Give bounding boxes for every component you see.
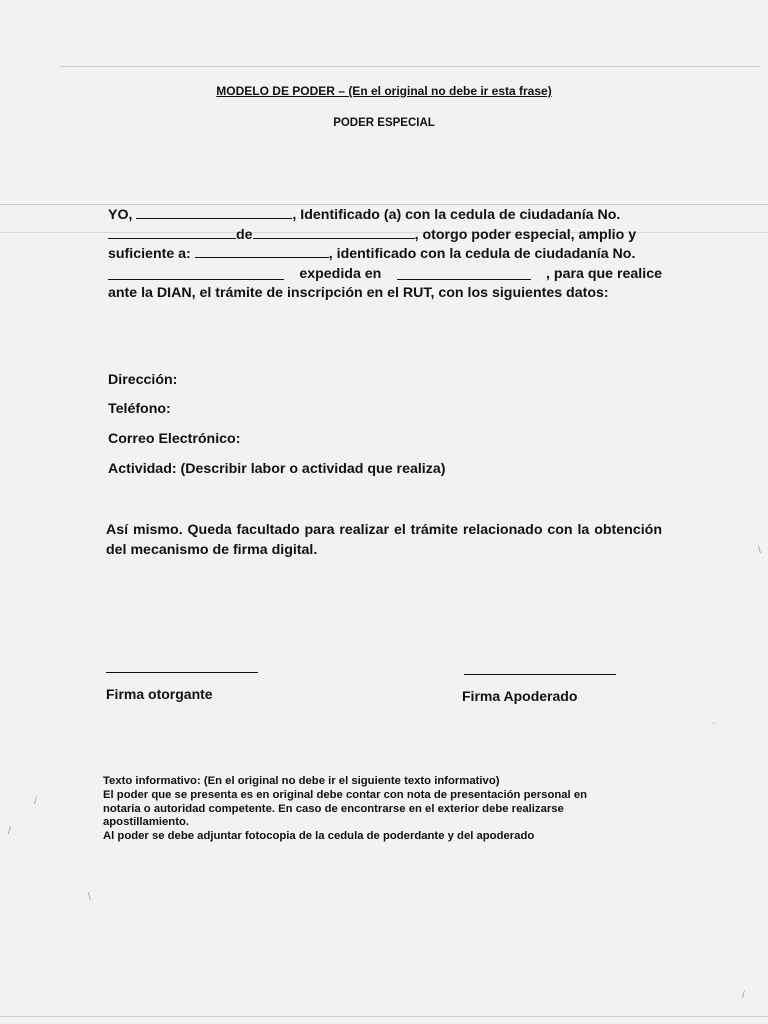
blank-field xyxy=(136,206,292,219)
direccion-label: Dirección: xyxy=(108,372,178,388)
power-of-attorney-paragraph xyxy=(108,206,662,304)
informative-text xyxy=(103,775,663,844)
body-line-2: de , otorgo poder especial, amplio y xyxy=(108,226,662,246)
scan-speck: · xyxy=(712,718,716,729)
scan-speck: \ xyxy=(758,545,761,556)
body-line-1: YO, , Identificado (a) con la cedula de ciudadanía No. xyxy=(108,207,621,223)
blank-field xyxy=(108,226,236,239)
scan-artifact xyxy=(0,204,768,205)
blank-field xyxy=(195,245,329,258)
body-line-3: suficiente a: , identificado con la cedula de ciudadanía No. xyxy=(108,246,636,263)
document-title: MODELO DE PODER – (En el original no debe ir esta frase) xyxy=(216,84,552,98)
info-line: El poder que se presenta es en original debe contar con nota de presentación personal en xyxy=(103,788,588,801)
scan-speck: / xyxy=(8,826,11,837)
body-line-5: ante la DIAN, el trámite de inscripción en el RUT, con los siguientes datos: xyxy=(108,285,609,302)
blank-field xyxy=(253,226,415,239)
correo-label: Correo Electrónico: xyxy=(108,431,241,447)
signature-label-apoderado: Firma Apoderado xyxy=(462,688,578,704)
scan-speck: / xyxy=(34,796,37,807)
info-line: notaria o autoridad competente. En caso de encontrarse en el exterior debe realizarse xyxy=(103,802,564,815)
signature-line-otorgante xyxy=(106,672,258,673)
scan-artifact xyxy=(60,66,760,67)
info-line: Texto informativo: (En el original no debe ir el siguiente texto informativo) xyxy=(103,775,500,787)
scan-speck: / xyxy=(742,990,745,1001)
scan-speck: \ xyxy=(88,892,91,903)
faculty-paragraph: Así mismo. Queda facultado para realizar el trámite relacionado con la obtención del mecanismo de firma digital. xyxy=(106,522,662,558)
actividad-label: Actividad: (Describir labor o actividad que realiza) xyxy=(108,461,446,477)
scan-artifact xyxy=(0,1016,768,1017)
body-line-4: expedida en , para que realice xyxy=(108,265,662,285)
signature-label-otorgante: Firma otorgante xyxy=(106,686,213,702)
document-subtitle: PODER ESPECIAL xyxy=(333,117,435,129)
info-line: Al poder se debe adjuntar fotocopia de la cedula de poderdante y del apoderado xyxy=(103,830,535,843)
telefono-label: Teléfono: xyxy=(108,401,171,417)
blank-field xyxy=(397,267,531,280)
info-line: apostillamiento. xyxy=(103,816,189,829)
signature-line-apoderado xyxy=(464,674,616,675)
blank-field xyxy=(108,267,284,280)
